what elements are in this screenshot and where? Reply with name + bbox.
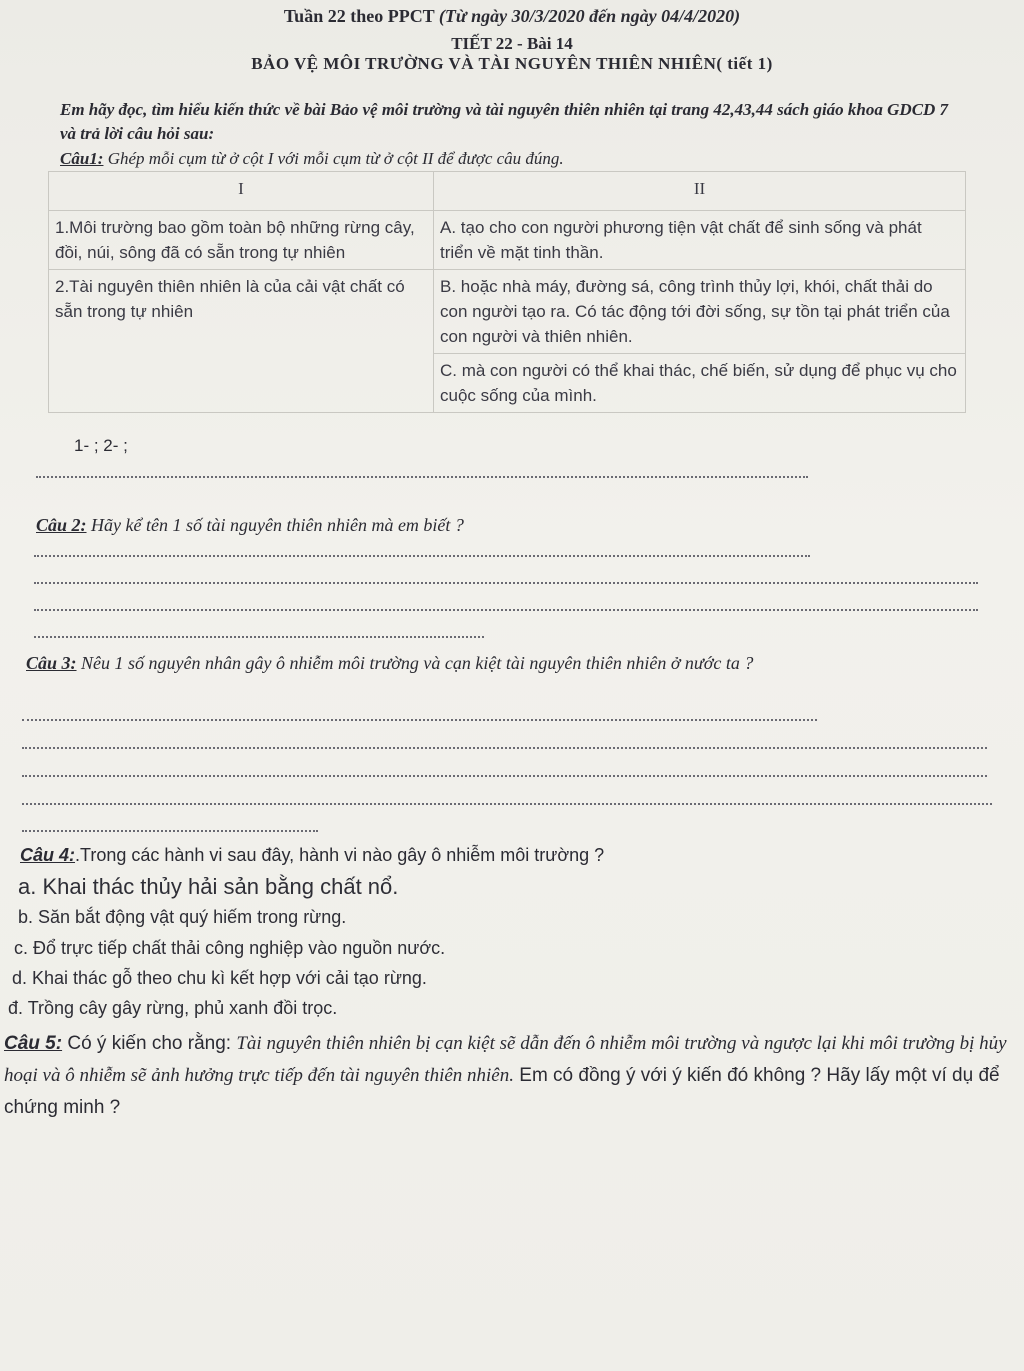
question-5-intro: Có ý kiến cho rằng: xyxy=(62,1033,237,1054)
answer-line[interactable] xyxy=(22,830,318,832)
answer-line[interactable] xyxy=(34,555,810,557)
matching-table xyxy=(48,171,966,413)
answer-line[interactable] xyxy=(36,476,808,478)
answer-line[interactable] xyxy=(22,803,992,805)
answer-line[interactable] xyxy=(22,747,987,749)
option-c[interactable]: c. Đổ trực tiếp chất thải công nghiệp vào nguồn nước. xyxy=(14,938,446,958)
date-range: (Từ ngày 30/3/2020 đến ngày 04/4/2020) xyxy=(438,6,741,26)
table-row xyxy=(49,211,966,270)
table-cell: C. mà con người có thể khai thác, chế biến, sử dụng để phục vụ cho cuộc sống của mình. xyxy=(434,354,966,413)
question-5 xyxy=(4,1028,1014,1124)
answer-line[interactable] xyxy=(34,609,978,611)
question-5-prompt: Em có đồng ý với ý kiến đó không ? Hãy lấy một ví dụ để chứng minh ? xyxy=(4,1065,1000,1118)
question-1-text: Ghép mỗi cụm từ ở cột I với mỗi cụm từ ở cột II để được câu đúng. xyxy=(103,149,564,168)
question-1 xyxy=(60,149,564,169)
question-3-label: Câu 3: xyxy=(26,653,77,673)
question-5-quote: Tài nguyên thiên nhiên bị cạn kiệt sẽ dẫn đến ô nhiễm môi trường và ngược lại khi môi trường bị hủy hoại và ô nhiễm sẽ ảnh hưởng trực tiếp đến tài nguyên thiên nhiên. xyxy=(4,1033,1007,1086)
table-row xyxy=(49,270,966,354)
question-1-label: Câu1: xyxy=(60,149,104,168)
question-4-label: Câu 4: xyxy=(20,845,76,865)
question-2-text: Hãy kể tên 1 số tài nguyên thiên nhiên mà em biết ? xyxy=(86,515,464,535)
option-b[interactable]: b. Săn bắt động vật quý hiếm trong rừng. xyxy=(18,907,347,927)
column-1-header: I xyxy=(49,172,434,211)
answer-line[interactable] xyxy=(22,719,817,721)
question-4-text: .Trong các hành vi sau đây, hành vi nào gây ô nhiễm môi trường ? xyxy=(75,845,605,865)
lesson-number: TIẾT 22 - Bài 14 xyxy=(451,34,573,53)
question-3 xyxy=(26,650,1001,676)
option-d[interactable]: d. Khai thác gỗ theo chu kì kết hợp với cải tạo rừng. xyxy=(12,968,427,988)
table-cell: 2.Tài nguyên thiên nhiên là của cải vật chất có sẵn trong tự nhiên xyxy=(49,270,434,413)
table-cell: 1.Môi trường bao gồm toàn bộ những rừng cây, đồi, núi, sông đã có sẵn trong tự nhiên xyxy=(49,211,434,270)
table-cell: B. hoặc nhà máy, đường sá, công trình thủy lợi, khói, chất thải do con người tạo ra. Có tác động tới đời sống, sự tồn tại phát triển của con người và thiên nhiên. xyxy=(434,270,966,354)
table-cell: A. tạo cho con người phương tiện vật chất để sinh sống và phát triển về mặt tinh thần. xyxy=(434,211,966,270)
answer-line[interactable] xyxy=(22,775,987,777)
question-2-label: Câu 2: xyxy=(36,515,87,535)
table-header-row xyxy=(49,172,966,211)
question-1-answer[interactable]: 1- ; 2- ; xyxy=(74,436,128,455)
instructions: Em hãy đọc, tìm hiểu kiến thức về bài Bảo vệ môi trường và tài nguyên thiên nhiên tại trang 42,43,44 sách giáo khoa GDCD 7 và trả lời câu hỏi sau: xyxy=(60,100,949,143)
column-2-header: II xyxy=(434,172,966,211)
week-line xyxy=(0,6,1024,27)
answer-line[interactable] xyxy=(34,636,484,638)
option-a[interactable]: a. Khai thác thủy hải sản bằng chất nổ. xyxy=(18,874,399,899)
question-2 xyxy=(36,512,464,538)
question-3-text: Nêu 1 số nguyên nhân gây ô nhiễm môi trường và cạn kiệt tài nguyên thiên nhiên ở nước ta ? xyxy=(76,653,754,673)
option-dd[interactable]: đ. Trồng cây gây rừng, phủ xanh đồi trọc. xyxy=(8,998,338,1018)
question-4 xyxy=(20,845,604,866)
question-5-label: Câu 5: xyxy=(4,1033,63,1054)
answer-line[interactable] xyxy=(34,582,978,584)
lesson-title: BẢO VỆ MÔI TRƯỜNG VÀ TÀI NGUYÊN THIÊN NHIÊN( tiết 1) xyxy=(251,54,773,73)
week-label: Tuần 22 theo PPCT xyxy=(283,6,439,26)
